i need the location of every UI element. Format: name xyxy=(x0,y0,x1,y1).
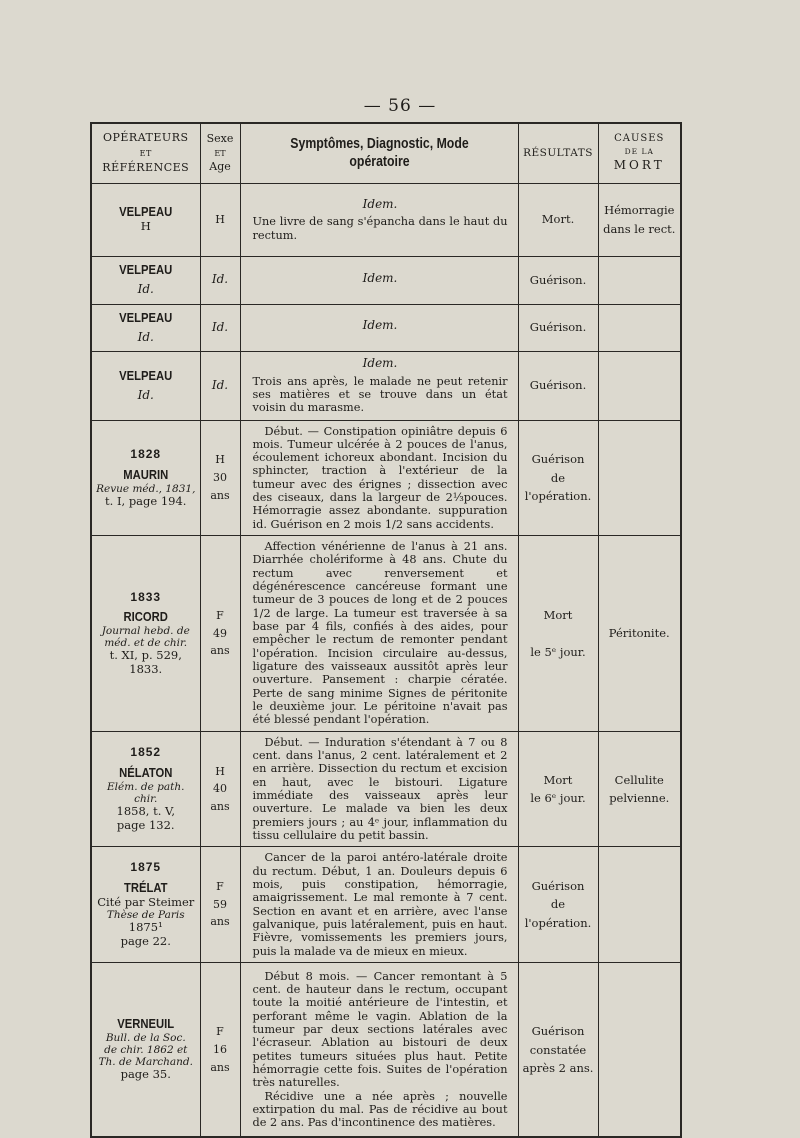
idem-label: Idem. xyxy=(362,356,398,371)
result-text: Guérison xyxy=(531,452,585,467)
reference-id: Id. xyxy=(137,387,154,402)
reference-line: 1875¹ xyxy=(128,920,163,935)
operator-name: VELPEAU xyxy=(119,310,173,325)
result-text: Guérison xyxy=(531,879,585,894)
symptoms-cell xyxy=(240,731,518,847)
cause-cell xyxy=(598,962,681,1137)
table-row xyxy=(91,351,681,420)
operator-name: RICORD xyxy=(123,610,168,625)
observations-table xyxy=(90,122,682,1138)
symptoms-text: Début 8 mois. — Cancer remontant à 5 cent. de hauteur dans le rectum, occupant toute la moitié antérieure de l'intestin, et perforant même le vagin. Ablation de la tumeur par deux sections latérales avec l'écraseur. Ablation au bistouri de deux petites tumeurs situées plus haut. Petite hémorragie cette fois. Suites de l'opération très naturelles. xyxy=(252,969,508,1090)
age-value: 30 xyxy=(213,471,227,485)
reference-cell xyxy=(91,351,200,420)
age-value: 40 xyxy=(213,782,227,796)
reference-id: Id. xyxy=(137,329,154,344)
table-row xyxy=(91,420,681,536)
age-value: 16 xyxy=(213,1042,227,1056)
page-number: — 56 — xyxy=(363,96,437,116)
result-text: de xyxy=(550,470,566,485)
cause-text: dans le rect. xyxy=(603,221,676,236)
sex-value: Id. xyxy=(211,319,229,334)
sex-age-cell xyxy=(200,304,240,351)
age-unit: ans xyxy=(210,644,230,658)
symptoms-cell xyxy=(240,183,518,256)
reference-line: Thèse de Paris xyxy=(106,909,185,922)
header-causes: CAUSES DE LA MORT xyxy=(598,123,681,183)
reference-line: t. I, page 194. xyxy=(105,493,187,508)
symptoms-cell xyxy=(240,847,518,963)
header-resultats: RÉSULTATS xyxy=(518,123,598,183)
idem-label: Idem. xyxy=(362,318,398,333)
cause-cell xyxy=(598,847,681,963)
sex-value: F xyxy=(216,1025,224,1039)
reference-cell xyxy=(91,304,200,351)
symptoms-cell xyxy=(240,420,518,536)
cause-cell xyxy=(598,256,681,304)
header-row xyxy=(91,123,681,183)
cause-cell xyxy=(598,351,681,420)
reference-line: Journal hebd. de xyxy=(101,625,190,638)
table-row xyxy=(91,304,681,351)
reference-id: H xyxy=(140,219,151,234)
result-cell xyxy=(518,304,598,351)
symptoms-cell xyxy=(240,256,518,304)
reference-line: de chir. 1862 et xyxy=(104,1044,188,1057)
symptoms-text: Une livre de sang s'épancha dans le haut du rectum. xyxy=(252,215,508,242)
operator-name: VERNEUIL xyxy=(117,1017,175,1032)
table-row xyxy=(91,731,681,847)
sex-age-cell xyxy=(200,351,240,420)
operator-name: VELPEAU xyxy=(119,368,173,383)
symptoms-text: Récidive une a née après ; nouvelle extirpation du mal. Pas de récidive au bout de 2 ans. Pas d'incontinence des matières. xyxy=(252,1089,508,1130)
cause-cell xyxy=(598,183,681,256)
reference-line: page 22. xyxy=(120,934,171,949)
result-text: l'opération. xyxy=(524,915,592,930)
result-text: Mort xyxy=(543,607,573,622)
result-text: le 6ᵉ jour. xyxy=(530,791,586,806)
idem-label: Idem. xyxy=(362,197,398,212)
result-cell xyxy=(518,847,598,963)
sex-age-cell xyxy=(200,536,240,732)
result-cell xyxy=(518,731,598,847)
reference-line: page 132. xyxy=(116,817,175,832)
cause-text: Cellulite xyxy=(614,772,664,787)
symptoms-text: Trois ans après, le malade ne peut retenir ses matières et se trouve dans un état voisin du marasme. xyxy=(252,374,508,415)
operator-name: TRÉLAT xyxy=(123,880,168,895)
observation-year: 1828 xyxy=(130,447,162,462)
age-unit: ans xyxy=(210,915,230,929)
symptoms-cell xyxy=(240,304,518,351)
result-text: Mort. xyxy=(541,212,575,227)
reference-line: t. XI, p. 529, xyxy=(109,648,182,663)
sex-value: Id. xyxy=(211,272,229,287)
result-cell xyxy=(518,183,598,256)
sex-age-cell xyxy=(200,420,240,536)
age-unit: ans xyxy=(210,488,230,502)
table-row xyxy=(91,183,681,256)
operator-name: MAURIN xyxy=(123,467,169,482)
sex-age-cell xyxy=(200,183,240,256)
sex-value: F xyxy=(216,880,224,894)
symptoms-text: Début. — Induration s'étendant à 7 ou 8 cent. dans l'anus, 2 cent. latéralement et 2 en arrière. Dissection du rectum et excision en haut, avec le bistouri. Ligature immédiate des vaisseaux après leur ouverture. Le malade va bien les deux premiers jours ; au 4ᵉ jour, inflammation du tissu cellulaire du petit bassin. xyxy=(252,735,508,843)
age-unit: ans xyxy=(210,1060,230,1074)
operator-name: VELPEAU xyxy=(119,263,173,278)
result-text: de xyxy=(550,897,566,912)
sex-age-cell xyxy=(200,256,240,304)
result-text: l'opération. xyxy=(524,489,592,503)
observation-year: 1875 xyxy=(130,860,162,875)
result-cell xyxy=(518,256,598,304)
result-text: Guérison. xyxy=(529,320,587,335)
reference-cell xyxy=(91,847,200,963)
result-cell xyxy=(518,536,598,732)
cause-text: Péritonite. xyxy=(608,626,670,641)
symptoms-cell xyxy=(240,536,518,732)
idem-label: Idem. xyxy=(362,270,398,285)
reference-line: 1858, t. V, xyxy=(116,803,175,818)
reference-line: Bull. de la Soc. xyxy=(105,1032,186,1045)
reference-cell xyxy=(91,183,200,256)
cause-text: Hémorragie xyxy=(604,203,675,218)
age-unit: ans xyxy=(210,799,230,813)
result-text: Guérison xyxy=(531,1024,585,1039)
result-text: après 2 ans. xyxy=(522,1060,594,1075)
age-value: 59 xyxy=(213,897,227,911)
result-text: constatée xyxy=(529,1042,587,1057)
reference-cell xyxy=(91,256,200,304)
cause-cell xyxy=(598,420,681,536)
result-text: le 5ᵉ jour. xyxy=(530,644,586,659)
reference-line: méd. et de chir. xyxy=(104,637,188,650)
reference-cell xyxy=(91,962,200,1137)
sex-value: H xyxy=(215,212,225,226)
reference-line: Th. de Marchand. xyxy=(98,1056,193,1069)
sex-value: Id. xyxy=(211,377,229,392)
result-cell xyxy=(518,962,598,1137)
symptoms-text: Affection vénérienne de l'anus à 21 ans. Diarrhée cholériforme à 48 ans. Chute du rectum avec renversement et dégénérescence cancéreuse formant une tumeur de 3 pouces de long et de 2 pouces 1/2 de large. La tumeur est traversée à sa base par 4 fils, confiés à des aides, pour empêcher le rectum de remonter pendant l'opération. Incision circulaire au-dessus, ligature des vaisseaux aussitôt après leur ouverture. Pansement : charpie cératée. Perte de sang minime Signes de péritonite le deuxième jour. Le péritoine n'avait pas été blessé pendant l'opération. xyxy=(252,540,508,727)
reference-cell xyxy=(91,731,200,847)
table-row xyxy=(91,962,681,1137)
cause-cell xyxy=(598,731,681,847)
age-value: 49 xyxy=(213,626,227,640)
cause-cell xyxy=(598,304,681,351)
table-row xyxy=(91,847,681,963)
symptoms-cell xyxy=(240,962,518,1137)
reference-cell xyxy=(91,420,200,536)
sex-value: H xyxy=(215,764,225,778)
observation-year: 1833 xyxy=(130,589,162,604)
symptoms-text: Début. — Constipation opiniâtre depuis 6 mois. Tumeur ulcérée à 2 pouces de l'anus, écoulement ichoreux abondant. Incision du sphincter, traction à l'extérieur de la tumeur avec des érignes ; dissection avec des ciseaux, dans la largeur de 2⅓pouces. Hémorragie assez abondante. suppuration id. Guérison en 2 mois 1/2 sans accidents. xyxy=(252,424,508,531)
sex-age-cell xyxy=(200,731,240,847)
reference-line: Revue méd., 1831, xyxy=(96,482,196,495)
header-operateurs: OPÉRATEURS ET RÉFÉRENCES xyxy=(91,123,200,183)
result-text: Mort xyxy=(543,772,573,787)
symptoms-cell xyxy=(240,351,518,420)
operator-name: NÉLATON xyxy=(119,765,173,780)
result-cell xyxy=(518,351,598,420)
reference-line: page 35. xyxy=(120,1067,171,1082)
reference-id: Id. xyxy=(137,282,154,297)
reference-line: 1833. xyxy=(129,662,163,677)
result-text: Guérison. xyxy=(529,378,587,393)
cause-text: pelvienne. xyxy=(609,791,670,806)
symptoms-text: Cancer de la paroi antéro-latérale droite du rectum. Début, 1 an. Douleurs depuis 6 mois, puis constipation, hémorragie, amaigrissement. Le mal remonte à 7 cent. Section en avant et en arrière, avec l'anse galvanique, puis latéralement, puis en haut. Fièvre, vomissements les premiers jours, puis la malade va de mieux en mieux. xyxy=(252,851,508,958)
observation-year: 1852 xyxy=(130,745,162,760)
result-cell xyxy=(518,420,598,536)
cause-cell xyxy=(598,536,681,732)
sex-age-cell xyxy=(200,847,240,963)
header-symptomes: Symptômes, Diagnostic, Mode opératoire xyxy=(240,123,518,183)
table-row xyxy=(91,536,681,732)
operator-name: VELPEAU xyxy=(119,205,173,220)
reference-line: Elém. de path. chir. xyxy=(107,780,185,805)
reference-line: Cité par Steimer xyxy=(97,894,195,909)
sex-value: H xyxy=(215,453,225,467)
reference-cell xyxy=(91,536,200,732)
sex-age-cell xyxy=(200,962,240,1137)
table-row xyxy=(91,256,681,304)
sex-value: F xyxy=(216,609,224,623)
result-text: Guérison. xyxy=(529,272,587,287)
header-sexe-age: Sexe ET Age xyxy=(200,123,240,183)
